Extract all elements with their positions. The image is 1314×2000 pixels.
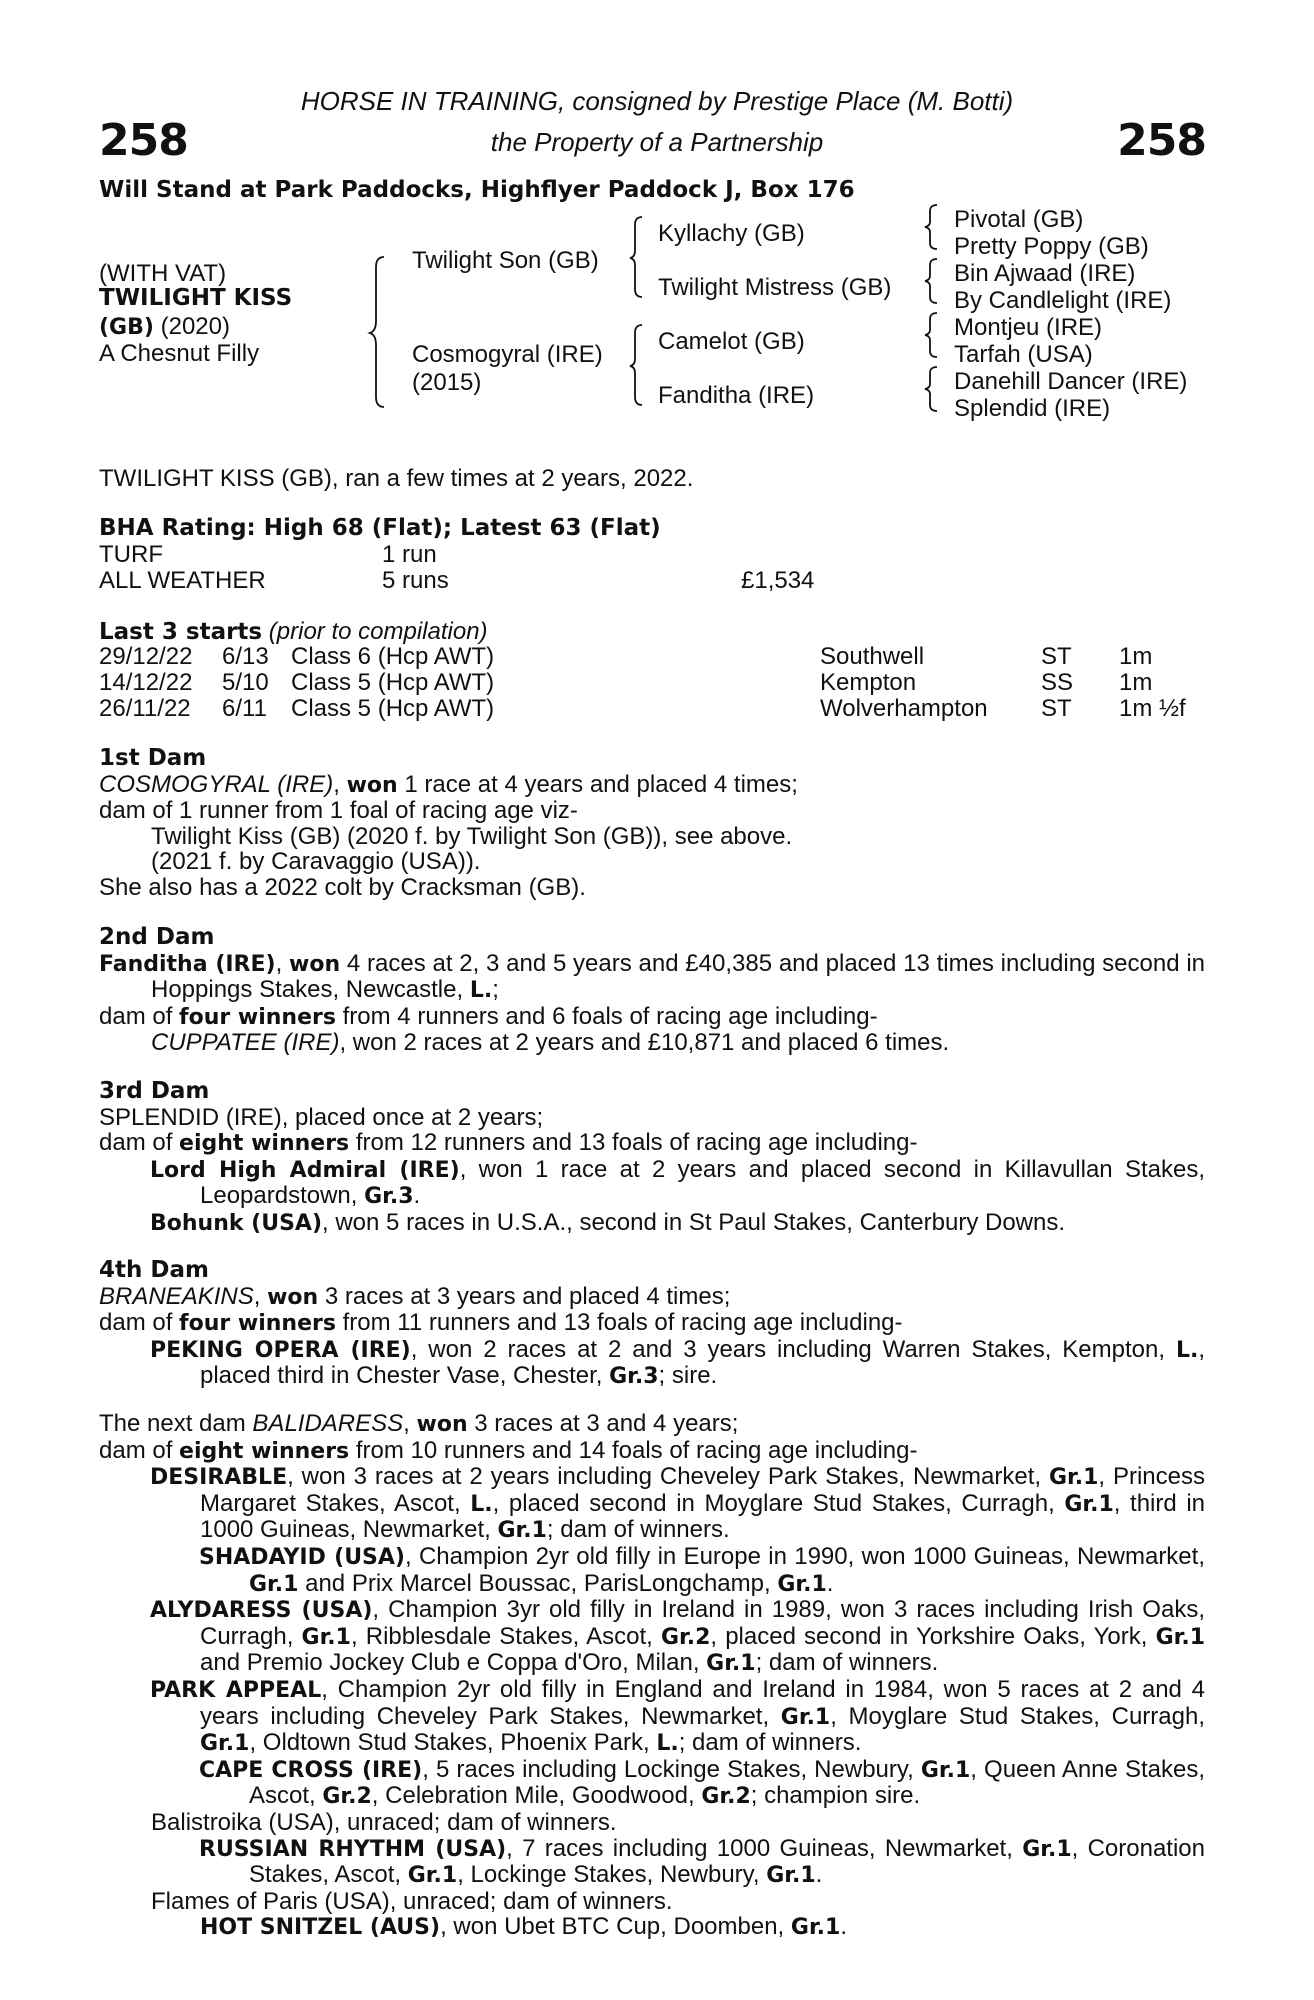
alydaress-t1: , Champion 3yr old filly in Ireland in 1989, won 3 races including Irish Oaks, Curragh, bbox=[200, 1596, 1205, 1650]
desirable-t4: , third in 1000 Guineas, Newmarket, bbox=[200, 1489, 1206, 1544]
second-dam-record: 4 races at 2, 3 and 5 years and £40,385 and placed 13 times including second in Hoppings Stakes, Newcastle, bbox=[151, 949, 1206, 1004]
cape-cross-g2: Gr.2 bbox=[322, 1784, 372, 1810]
park-appeal-name: PARK APPEAL bbox=[150, 1677, 322, 1703]
start-dist-3: 1m ½f bbox=[1119, 695, 1186, 722]
pedigree-bracket-dam bbox=[630, 323, 646, 408]
desirable-name: DESIRABLE bbox=[150, 1465, 288, 1491]
first-dam-note: She also has a 2022 colt by Cracksman (GB). bbox=[99, 873, 586, 901]
desirable-t2: , Princess Margaret Stakes, Ascot, bbox=[200, 1463, 1205, 1517]
third-dam-line: SPLENDID (IRE), placed once at 2 years; bbox=[99, 1103, 544, 1131]
third-dam-winners: eight winners bbox=[179, 1131, 350, 1157]
cape-cross-t4: ; champion sire. bbox=[750, 1782, 921, 1810]
hot-snitzel-t2: . bbox=[840, 1913, 847, 1941]
russian-rhythm-t2: , Coronation Stakes, Ascot, bbox=[249, 1834, 1206, 1889]
desirable-t3: , placed second in Moyglare Stud Stakes, Curragh, bbox=[492, 1489, 1065, 1517]
first-dam-sep: , bbox=[333, 770, 347, 798]
first-dam-record: 1 race at 4 years and placed 4 times; bbox=[397, 770, 798, 798]
hot-snitzel-t1: , won Ubet BTC Cup, Doomben, bbox=[440, 1913, 791, 1941]
desirable-g2: L. bbox=[470, 1491, 493, 1517]
pedigree-dam-dam: Fanditha (IRE) bbox=[658, 382, 815, 409]
fourth-dam-section bbox=[99, 1258, 1205, 1390]
russian-rhythm-entry bbox=[99, 1836, 1205, 1889]
peking-opera-record: , won 2 races at 2 and 3 years including Warren Stakes, Kempton, bbox=[410, 1335, 1176, 1363]
first-dam-produce: dam of 1 runner from 1 foal of racing age viz- bbox=[99, 797, 578, 825]
start-class-2: Class 5 (Hcp AWT) bbox=[291, 669, 495, 696]
start-course-2: Kempton bbox=[820, 669, 917, 696]
next-dam-section bbox=[99, 1411, 1205, 1941]
park-appeal-t2: , Moyglare Stud Stakes, Curragh, bbox=[830, 1702, 1205, 1730]
second-dam-produce-a: dam of bbox=[99, 1002, 180, 1030]
next-dam-name: BALIDARESS bbox=[252, 1410, 404, 1437]
shadayid-g1: Gr.1 bbox=[249, 1571, 299, 1597]
third-dam-foal-1 bbox=[99, 1157, 1205, 1210]
hot-snitzel-name: HOT SNITZEL (AUS) bbox=[200, 1915, 441, 1941]
cape-cross-g3: Gr.2 bbox=[701, 1784, 751, 1810]
desirable-t1: , won 3 races at 2 years including Cheveley Park Stakes, Newmarket, bbox=[287, 1463, 1049, 1491]
last-starts-heading bbox=[99, 618, 488, 646]
fourth-dam-won: won bbox=[267, 1284, 319, 1310]
shadayid-t2: and Prix Marcel Boussac, ParisLongchamp, bbox=[298, 1569, 778, 1597]
pedigree-sire-sire: Kyllachy (GB) bbox=[658, 220, 805, 247]
cape-cross-t1: , 5 races including Lockinge Stakes, Newbury, bbox=[422, 1755, 921, 1783]
pedigree-gen4-4: By Candlelight (IRE) bbox=[954, 287, 1172, 314]
park-appeal-entry bbox=[99, 1677, 1205, 1757]
pedigree-dam-year: (2015) bbox=[412, 369, 482, 396]
park-appeal-t4: ; dam of winners. bbox=[678, 1729, 862, 1757]
russian-rhythm-g3: Gr.1 bbox=[766, 1863, 816, 1889]
cape-cross-t2: , Queen Anne Stakes, Ascot, bbox=[249, 1755, 1205, 1810]
second-dam-heading: 2nd Dam bbox=[99, 924, 215, 950]
cuppatee-name: CUPPATEE (IRE) bbox=[151, 1029, 340, 1057]
start-going-1: ST bbox=[1041, 643, 1072, 670]
next-dam-produce-b: from 10 runners and 14 foals of racing age including- bbox=[349, 1436, 918, 1464]
start-going-3: ST bbox=[1041, 695, 1072, 722]
next-dam-winners: eight winners bbox=[179, 1438, 350, 1464]
cape-cross-g1: Gr.1 bbox=[920, 1757, 971, 1783]
alydaress-name: ALYDARESS (USA) bbox=[150, 1598, 373, 1624]
fourth-dam-line bbox=[99, 1284, 1205, 1311]
pedigree-gen4-7: Danehill Dancer (IRE) bbox=[954, 368, 1188, 395]
park-appeal-g2: Gr.1 bbox=[200, 1731, 250, 1757]
rating-runs-1: 1 run bbox=[382, 541, 437, 568]
fourth-dam-produce-a: dam of bbox=[99, 1309, 180, 1337]
park-appeal-g3: L. bbox=[656, 1731, 679, 1757]
peking-opera-end: ; sire. bbox=[658, 1362, 718, 1390]
next-dam-produce-a: dam of bbox=[99, 1436, 180, 1464]
park-appeal-t3: , Oldtown Stud Stakes, Phoenix Park, bbox=[249, 1729, 657, 1757]
park-appeal-g1: Gr.1 bbox=[780, 1704, 831, 1730]
fourth-dam-heading: 4th Dam bbox=[99, 1257, 209, 1283]
rating-surface-2: ALL WEATHER bbox=[99, 567, 266, 594]
lord-high-admiral-end: . bbox=[413, 1182, 421, 1210]
start-date-1: 29/12/22 bbox=[99, 643, 193, 670]
next-dam-intro: The next dam bbox=[99, 1410, 253, 1437]
lord-high-admiral-name: Lord High Admiral (IRE) bbox=[150, 1157, 460, 1183]
pedigree-gen4-6: Tarfah (USA) bbox=[954, 341, 1093, 368]
rating-prize-2: £1,534 bbox=[741, 567, 815, 594]
pedigree-gen4-8: Splendid (IRE) bbox=[954, 395, 1111, 422]
russian-rhythm-g2: Gr.1 bbox=[407, 1863, 458, 1889]
first-dam-name: COSMOGYRAL (IRE) bbox=[99, 770, 334, 798]
shadayid-t1: , Champion 2yr old filly in Europe in 1990, won 1000 Guineas, Newmarket, bbox=[404, 1542, 1205, 1570]
next-dam-won: won bbox=[416, 1412, 468, 1437]
second-dam-winners: four winners bbox=[179, 1004, 336, 1030]
russian-rhythm-name: RUSSIAN RHYTHM (USA) bbox=[199, 1836, 507, 1862]
third-dam-produce-a: dam of bbox=[99, 1129, 180, 1157]
start-pos-1: 6/13 bbox=[222, 643, 269, 670]
second-dam-name: Fanditha (IRE) bbox=[99, 951, 276, 977]
next-dam-record: 3 races at 3 and 4 years; bbox=[467, 1410, 739, 1437]
second-dam-line bbox=[99, 951, 1205, 1004]
pedigree-bracket-sire bbox=[630, 215, 646, 300]
pedigree-bracket-camelot bbox=[925, 311, 941, 359]
stand-location: Will Stand at Park Paddocks, Highflyer Paddock J, Box 176 bbox=[99, 177, 855, 203]
third-dam-section bbox=[99, 1079, 1205, 1237]
alydaress-g3: Gr.1 bbox=[1155, 1624, 1205, 1650]
horse-description: A Chesnut Filly bbox=[99, 340, 260, 367]
first-dam-heading: 1st Dam bbox=[99, 745, 207, 771]
desirable-g1: Gr.1 bbox=[1048, 1465, 1099, 1491]
horse-origin bbox=[99, 314, 230, 341]
alydaress-g1: Gr.1 bbox=[301, 1624, 351, 1650]
desirable-g3: Gr.1 bbox=[1064, 1491, 1114, 1517]
start-pos-3: 6/11 bbox=[222, 695, 267, 722]
peking-opera-record-b: , placed third in Chester Vase, Chester, bbox=[200, 1335, 1205, 1390]
lot-number-right: 258 bbox=[1117, 115, 1206, 166]
third-dam-heading: 3rd Dam bbox=[99, 1078, 210, 1104]
peking-opera-listed: L. bbox=[1175, 1337, 1199, 1363]
russian-rhythm-t4: . bbox=[815, 1861, 823, 1889]
shadayid-name: SHADAYID (USA) bbox=[199, 1544, 405, 1570]
fourth-dam-produce-b: from 11 runners and 13 foals of racing age including- bbox=[335, 1309, 903, 1337]
horse-suffix: (GB) bbox=[99, 315, 154, 340]
bohunk-record: , won 5 races in U.S.A., second in St Paul Stakes, Canterbury Downs. bbox=[322, 1208, 1066, 1236]
horse-year: (2020) bbox=[160, 313, 230, 340]
fourth-dam-name: BRANEAKINS bbox=[99, 1282, 254, 1310]
alydaress-t2: , Ribblesdale Stakes, Ascot, bbox=[350, 1622, 661, 1650]
start-going-2: SS bbox=[1041, 669, 1074, 696]
shadayid-g2: Gr.1 bbox=[777, 1571, 827, 1597]
rating-surface-1: TURF bbox=[99, 541, 163, 568]
bha-rating: BHA Rating: High 68 (Flat); Latest 63 (Flat) bbox=[99, 515, 661, 541]
first-dam-foal-1: Twilight Kiss (GB) (2020 f. by Twilight Son (GB)), see above. bbox=[151, 822, 793, 850]
third-dam-produce-b: from 12 runners and 13 foals of racing age including- bbox=[349, 1129, 918, 1157]
hot-snitzel-g1: Gr.1 bbox=[790, 1915, 841, 1941]
start-class-1: Class 6 (Hcp AWT) bbox=[291, 643, 495, 670]
start-class-3: Class 5 (Hcp AWT) bbox=[291, 695, 495, 722]
bohunk-name: Bohunk (USA) bbox=[150, 1210, 323, 1236]
first-dam-foal-2: (2021 f. by Caravaggio (USA)). bbox=[151, 848, 481, 876]
lord-high-admiral-grade: Gr.3 bbox=[364, 1184, 414, 1210]
pedigree-gen4-3: Bin Ajwaad (IRE) bbox=[954, 260, 1136, 287]
first-dam-line bbox=[99, 772, 1205, 799]
pedigree-sire-dam: Twilight Mistress (GB) bbox=[658, 274, 892, 301]
desirable-g4: Gr.1 bbox=[497, 1518, 547, 1544]
start-dist-2: 1m bbox=[1119, 669, 1153, 696]
second-dam-section bbox=[99, 925, 1205, 1056]
pedigree-dam: Cosmogyral (IRE) bbox=[412, 341, 603, 368]
rating-runs-2: 5 runs bbox=[382, 567, 449, 594]
flames-of-paris-entry: Flames of Paris (USA), unraced; dam of winners. bbox=[151, 1887, 673, 1915]
peking-opera-grade: Gr.3 bbox=[609, 1364, 659, 1390]
first-dam-section bbox=[99, 746, 1205, 901]
hot-snitzel-entry bbox=[99, 1914, 1205, 1941]
balistroika-entry: Balistroika (USA), unraced; dam of winners. bbox=[151, 1808, 617, 1836]
start-course-3: Wolverhampton bbox=[820, 695, 988, 722]
start-pos-2: 5/10 bbox=[222, 669, 269, 696]
cape-cross-name: CAPE CROSS (IRE) bbox=[199, 1757, 423, 1783]
russian-rhythm-t1: , 7 races including 1000 Guineas, Newmarket, bbox=[506, 1834, 1023, 1862]
fourth-dam-record: 3 races at 3 years and placed 4 times; bbox=[318, 1282, 731, 1310]
alydaress-t3: , placed second in Yorkshire Oaks, York, bbox=[710, 1622, 1156, 1650]
last-starts-note: (prior to compilation) bbox=[268, 618, 488, 645]
pedigree-gen4-2: Pretty Poppy (GB) bbox=[954, 233, 1149, 260]
pedigree-bracket-main bbox=[370, 255, 390, 410]
shadayid-t3: . bbox=[826, 1569, 834, 1597]
cape-cross-t3: , Celebration Mile, Goodwood, bbox=[371, 1782, 702, 1810]
desirable-t5: ; dam of winners. bbox=[546, 1516, 730, 1544]
horse-name: TWILIGHT KISS bbox=[99, 285, 293, 311]
third-dam-produce bbox=[99, 1130, 1205, 1157]
alydaress-t4: and Premio Jockey Club e Coppa d'Oro, Milan, bbox=[200, 1649, 707, 1677]
last-starts-title: Last 3 starts bbox=[99, 619, 263, 645]
second-dam-end: ; bbox=[492, 976, 499, 1004]
fourth-dam-foal-1 bbox=[99, 1337, 1205, 1390]
peking-opera-name: PEKING OPERA (IRE) bbox=[150, 1337, 411, 1363]
start-date-3: 26/11/22 bbox=[99, 695, 191, 722]
alydaress-g4: Gr.1 bbox=[706, 1651, 756, 1677]
lot-number-left: 258 bbox=[99, 115, 188, 166]
desirable-entry bbox=[99, 1464, 1205, 1544]
fourth-dam-produce bbox=[99, 1310, 1205, 1337]
lord-high-admiral-record: , won 1 race at 2 years and placed second in Killavullan Stakes, Leopardstown, bbox=[200, 1155, 1205, 1210]
next-dam-line bbox=[99, 1411, 1205, 1438]
pedigree-dam-sire: Camelot (GB) bbox=[658, 328, 805, 355]
pedigree-bracket-fanditha bbox=[925, 365, 941, 413]
second-dam-sep: , bbox=[275, 949, 290, 977]
first-dam-won: won bbox=[346, 772, 398, 798]
next-dam-sep: , bbox=[403, 1410, 417, 1437]
second-dam-won: won bbox=[289, 951, 341, 977]
third-dam-foal-2 bbox=[99, 1210, 1205, 1237]
pedigree-gen4-5: Montjeu (IRE) bbox=[954, 314, 1103, 341]
cuppatee-record: , won 2 races at 2 years and £10,871 and placed 6 times. bbox=[339, 1029, 950, 1057]
fourth-dam-sep: , bbox=[253, 1282, 268, 1310]
second-dam-foal-1 bbox=[99, 1030, 1205, 1056]
pedigree-bracket-twilight-mistress bbox=[925, 257, 941, 305]
park-appeal-t1: , Champion 2yr old filly in England and Ireland in 1984, won 5 races at 2 and 4 years including Cheveley Park Stakes, Newmarket, bbox=[200, 1675, 1206, 1730]
alydaress-entry bbox=[99, 1597, 1205, 1677]
vat-note: (WITH VAT) bbox=[99, 260, 227, 287]
fourth-dam-winners: four winners bbox=[179, 1311, 336, 1337]
cape-cross-entry bbox=[99, 1757, 1205, 1810]
next-dam-produce bbox=[99, 1438, 1205, 1465]
alydaress-g2: Gr.2 bbox=[660, 1624, 711, 1650]
second-dam-listed: L. bbox=[469, 978, 493, 1004]
property-line: the Property of a Partnership bbox=[490, 127, 824, 157]
consignor-line: HORSE IN TRAINING, consigned by Prestige Place (M. Botti) bbox=[300, 86, 1014, 116]
pedigree-gen4-1: Pivotal (GB) bbox=[954, 206, 1084, 233]
race-summary: TWILIGHT KISS (GB), ran a few times at 2 years, 2022. bbox=[99, 465, 694, 492]
second-dam-produce bbox=[99, 1004, 1205, 1031]
russian-rhythm-t3: , Lockinge Stakes, Newbury, bbox=[457, 1861, 767, 1889]
pedigree-bracket-kyllachy bbox=[925, 203, 941, 251]
alydaress-t5: ; dam of winners. bbox=[755, 1649, 939, 1677]
russian-rhythm-g1: Gr.1 bbox=[1022, 1836, 1072, 1862]
start-dist-1: 1m bbox=[1119, 643, 1153, 670]
start-course-1: Southwell bbox=[820, 643, 925, 670]
shadayid-entry bbox=[99, 1544, 1205, 1597]
start-date-2: 14/12/22 bbox=[99, 669, 193, 696]
second-dam-produce-b: from 4 runners and 6 foals of racing age including- bbox=[335, 1002, 878, 1030]
pedigree-sire: Twilight Son (GB) bbox=[412, 247, 599, 274]
